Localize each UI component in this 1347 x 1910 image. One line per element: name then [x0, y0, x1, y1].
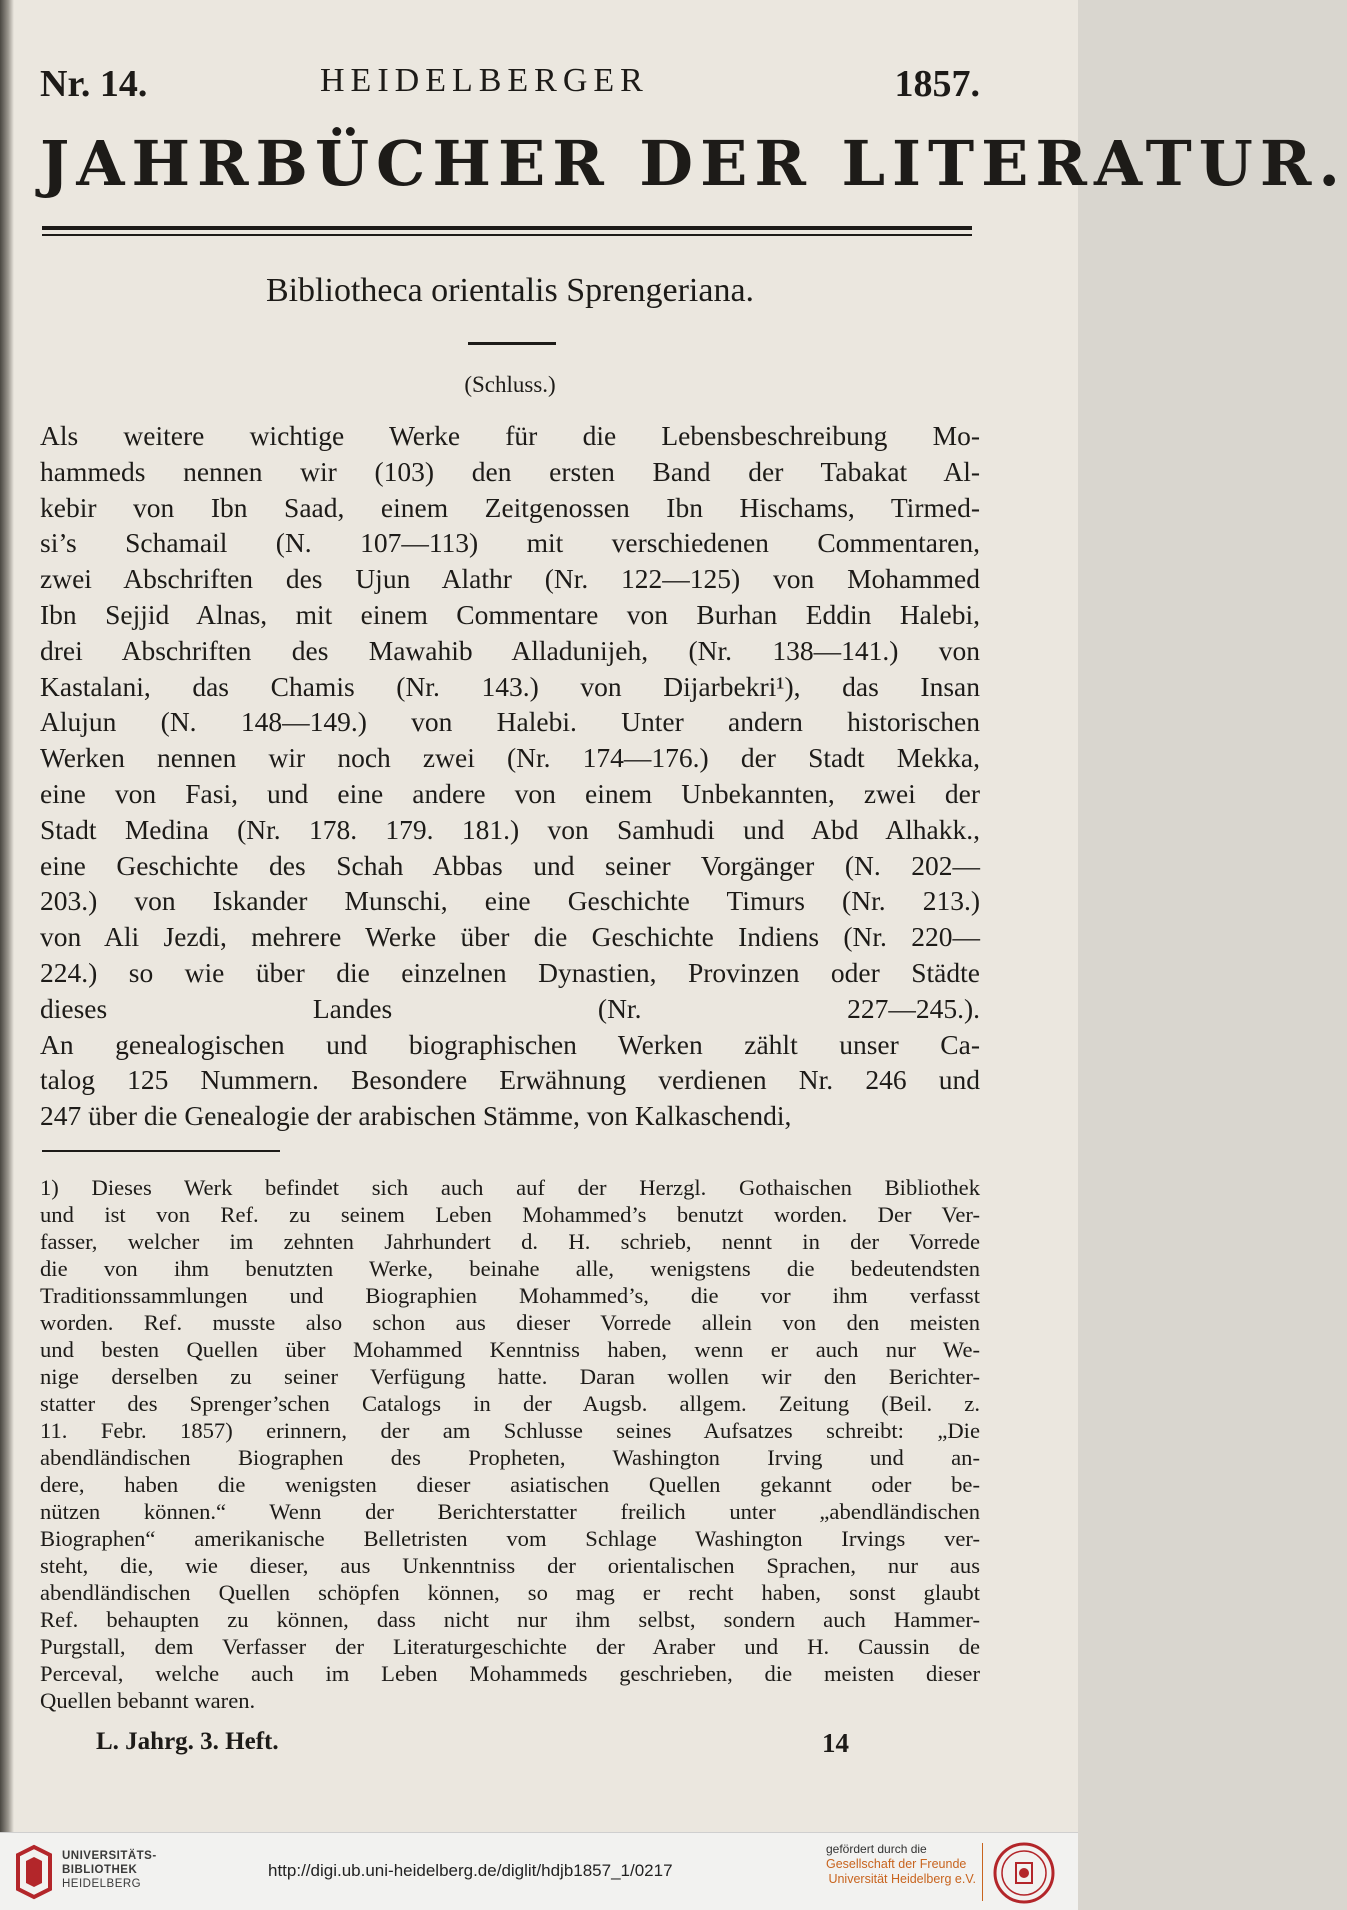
title-separator [468, 342, 556, 345]
body-text-line: von Ali Jezdi, mehrere Werke über die Geschichte Indiens (Nr. 220— [40, 921, 980, 953]
body-text-line: Kastalani, das Chamis (Nr. 143.) von Dijarbekri¹), das Insan [40, 670, 980, 702]
body-text-line: drei Abschriften des Mawahib Alladunijeh, (Nr. 138—141.) von [40, 634, 980, 666]
footnote-separator [42, 1150, 280, 1152]
body-text-line: Ibn Sejjid Alnas, mit einem Commentare von Burhan Eddin Halebi, [40, 598, 980, 630]
footer-divider [982, 1843, 983, 1901]
body-text-line: kebir von Ibn Saad, einem Zeitgenossen Ibn Hischams, Tirmed- [40, 491, 980, 523]
footnote-line: statter des Sprenger’schen Catalogs in der Augsb. allgem. Zeitung (Beil. z. [40, 1391, 980, 1416]
footnote-line: nige derselben zu seiner Verfügung hatte. Daran wollen wir den Berichter- [40, 1364, 980, 1389]
footnote-line: worden. Ref. musste also schon aus dieser Vorrede allein von den meisten [40, 1310, 980, 1335]
funding-credit [826, 1841, 976, 1887]
body-text-line: hammeds nennen wir (103) den ersten Band der Tabakat Al- [40, 455, 980, 487]
issue-number: Nr. 14. [40, 63, 148, 105]
library-line-3: HEIDELBERG [62, 1878, 142, 1890]
year: 1857. [894, 63, 980, 105]
footnote [40, 1174, 980, 1714]
page-footer [40, 1728, 980, 1764]
body-text-line: 247 über die Genealogie der arabischen Stämme, von Kalkaschendi, [40, 1100, 792, 1132]
signature-number: 14 [822, 1728, 849, 1758]
article-subtitle: (Schluss.) [464, 372, 556, 397]
running-header [40, 62, 980, 110]
footnote-line: Purgstall, dem Verfasser der Literaturgeschichte der Araber und H. Caussin de [40, 1634, 980, 1659]
body-text-line: Alujun (N. 148—149.) von Halebi. Unter andern historischen [40, 706, 980, 738]
body-text-line: talog 125 Nummern. Besondere Erwähnung verdienen Nr. 246 und [40, 1064, 980, 1096]
body-text-line: eine von Fasi, und eine andere von einem Unbekannten, zwei der [40, 777, 980, 809]
body-text-line: zwei Abschriften des Ujun Alathr (Nr. 122—125) von Mohammed [40, 563, 980, 595]
journal-title: JAHRBÜCHER DER LITERATUR. [40, 127, 1347, 200]
library-line-2: BIBLIOTHEK [62, 1864, 138, 1876]
body-text-line: eine Geschichte des Schah Abbas und seiner Vorgänger (N. 202— [40, 849, 980, 881]
body-text-line: 203.) von Iskander Munschi, eine Geschichte Timurs (Nr. 213.) [40, 885, 980, 917]
body-text-line: Werken nennen wir noch zwei (Nr. 174—176.) der Stadt Mekka, [40, 742, 980, 774]
signature-mark: L. Jahrg. 3. Heft. [96, 1728, 279, 1755]
footnote-line: Perceval, welche auch im Leben Mohammeds geschrieben, die meisten dieser [40, 1661, 980, 1686]
permalink-url[interactable]: http://digi.ub.uni-heidelberg.de/diglit/hdjb1857_1/0217 [268, 1861, 673, 1880]
footnote-line: die von ihm benutzten Werke, beinahe alle, wenigstens die bedeutendsten [40, 1256, 980, 1281]
article-body [40, 418, 980, 1134]
body-text-line: dieses Landes (Nr. 227—245.). [40, 992, 980, 1024]
footnote-line: steht, die, wie dieser, aus Unkenntniss der orientalischen Sprachen, nur aus [40, 1553, 980, 1578]
footnote-line: dere, haben die wenigsten dieser asiatischen Quellen gekannt oder be- [40, 1472, 980, 1497]
funder-line-2: Universität Heidelberg e.V. [828, 1872, 976, 1886]
footnote-line: und ist von Ref. zu seinem Leben Mohammed’s benutzt worden. Der Ver- [40, 1202, 980, 1227]
footnote-line: Ref. behaupten zu können, dass nicht nur ihm selbst, sondern auch Hammer- [40, 1607, 980, 1632]
footnote-line: nützen können.“ Wenn der Berichterstatter freilich unter „abendländischen [40, 1499, 980, 1524]
footnote-line: abendländischen Quellen schöpfen können, so mag er recht haben, sonst glaubt [40, 1580, 980, 1605]
university-seal-icon [992, 1841, 1056, 1905]
body-text-line: si’s Schamail (N. 107—113) mit verschiedenen Commentaren, [40, 527, 980, 559]
viewer-footer-bar [0, 1832, 1078, 1910]
publisher-line: HEIDELBERGER [320, 62, 649, 99]
footnote-line: und besten Quellen über Mohammed Kenntniss haben, wenn er auch nur We- [40, 1337, 980, 1362]
funded-label: gefördert durch die [826, 1842, 927, 1856]
body-text-line: Als weitere wichtige Werke für die Lebensbeschreibung Mo- [40, 420, 980, 451]
article-title: Bibliotheca orientalis Sprengeriana. [265, 272, 755, 309]
footnote-line: 1) Dieses Werk befindet sich auch auf der Herzgl. Gothaischen Bibliothek [40, 1175, 980, 1200]
footnote-line: Biographen“ amerikanische Belletristen vom Schlage Washington Irvings ver- [40, 1526, 980, 1551]
university-library-logo-icon [12, 1845, 56, 1899]
title-double-rule [42, 226, 972, 240]
library-line-1: UNIVERSITÄTS- [62, 1850, 157, 1862]
footnote-line: fasser, welcher im zehnten Jahrhundert d. H. schrieb, nennt in der Vorrede [40, 1229, 980, 1254]
body-text-line: Stadt Medina (Nr. 178. 179. 181.) von Samhudi und Abd Alhakk., [40, 813, 980, 845]
body-text-line: An genealogischen und biographischen Werken zählt unser Ca- [40, 1028, 980, 1060]
footnote-line: abendländischen Biographen des Propheten, Washington Irving und an- [40, 1445, 980, 1470]
footnote-line: Quellen bebannt waren. [40, 1688, 256, 1713]
funder-line-1: Gesellschaft der Freunde [826, 1857, 967, 1871]
footnote-line: Traditionssammlungen und Biographien Mohammed’s, die vor ihm verfasst [40, 1283, 980, 1308]
library-name [62, 1849, 157, 1891]
footnote-line: 11. Febr. 1857) erinnern, der am Schlusse seines Aufsatzes schreibt: „Die [40, 1418, 980, 1443]
body-text-line: 224.) so wie über die einzelnen Dynastien, Provinzen oder Städte [40, 956, 980, 988]
